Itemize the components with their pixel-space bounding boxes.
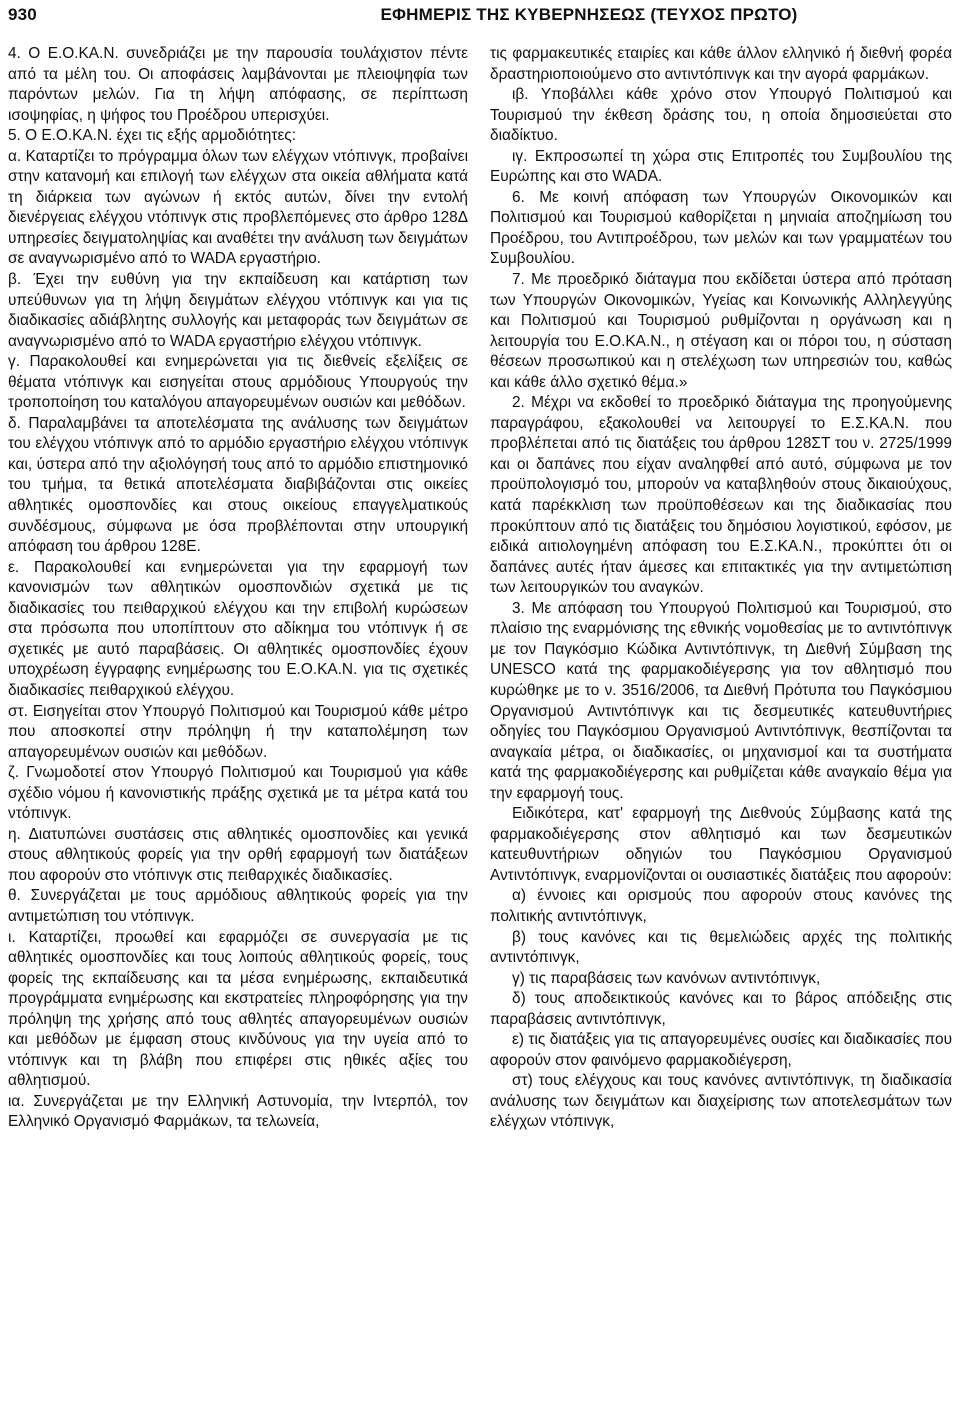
paragraph: 2. Μέχρι να εκδοθεί το προεδρικό διάταγμα της προηγούμενης παραγράφου, εξακολουθεί να λειτουργεί το Ε.Σ.ΚΑ.Ν. που προβλέπεται από τις διατάξεις του άρθρου 128ΣΤ του ν. 2725/1999 και οι δαπάνες που είχαν αναληφθεί από αυτό, σύμφωνα με τον προϋπολογισμό του, μπορούν να καταβληθούν στους δικαιούχους, κατά παρέκκλιση των προϋποθέσεων και της διαδικασίας που προκύπτουν από τις διατάξεις του δημόσιου λογιστικού, εφόσον, με ειδικά αιτιολογημένη απόφαση του Ε.Σ.ΚΑ.Ν., προκύπτει ότι οι δαπάνες αυτές ήταν άμεσες και επιτακτικές για την αντιμετώπιση των λειτουργικών του αναγκών.: [490, 394, 952, 597]
paragraph: 6. Με κοινή απόφαση των Υπουργών Οικονομικών και Πολιτισμού και Τουρισμού καθορίζεται η μηνιαία αποζημίωση του Προέδρου, του Αντιπροέδρου, των μελών και των γραμματέων του Συμβουλίου.: [490, 188, 952, 268]
page-number: 930: [8, 5, 37, 24]
gazette-title: ΕΦΗΜΕΡΙΣ ΤΗΣ ΚΥΒΕΡΝΗΣΕΩΣ (ΤΕΥΧΟΣ ΠΡΩΤΟ): [380, 5, 798, 24]
right-column: [490, 44, 952, 1133]
paragraph: 4. Ο Ε.Ο.ΚΑ.Ν. συνεδριάζει με την παρουσία τουλάχιστον πέντε από τα μέλη του. Οι αποφάσεις λαμβάνονται με πλειοψηφία των παρόντων μελών. Για τη λήψη απόφασης, σε περίπτωση ισοψηφίας, η ψήφος του Προέδρου υπερισχύει.: [8, 45, 468, 124]
paragraph: ιβ. Υποβάλλει κάθε χρόνο στον Υπουργό Πολιτισμού και Τουρισμού την έκθεση δράσης του, η οποία δημοσιεύεται στο διαδίκτυο.: [490, 86, 952, 145]
paragraph: α. Καταρτίζει το πρόγραμμα όλων των ελέγχων ντόπινγκ, προβαίνει στην κατανομή και επιλογή των ελέγχων στα οικεία αθλήματα κατά τη διάρκεια των αγώνων ή εκτός αυτών, δίνει την εντολή διενέργειας ελέγχου ντόπινγκ στις προβλεπόμενες στο άρθρο 128Δ υπηρεσίες δειγματοληψίας και αναθέτει την ανάλυση των δειγμάτων σε αναγνωρισμένο από το WADA εργαστήριο.: [8, 147, 468, 268]
paragraph: β. Έχει την ευθύνη για την εκπαίδευση και κατάρτιση των υπεύθυνων για τη λήψη δειγμάτων ελέγχου ντόπινγκ και για τις διαδικασίες αδιάβλητης συλλογής και μεταφοράς των δειγμάτων σε αναγνωρισμένο από το WADA εργαστήριο ελέγχου ντόπινγκ.: [8, 271, 468, 350]
paragraph: στ) τους ελέγχους και τους κανόνες αντιντόπινγκ, τη διαδικασία ανάλυσης των δειγμάτων και διαχείρισης των αποτελεσμάτων των ελέγχων ντόπινγκ,: [490, 1072, 952, 1131]
paragraph: ζ. Γνωμοδοτεί στον Υπουργό Πολιτισμού και Τουρισμού για κάθε σχέδιο νόμου ή κανονιστικής πράξης σχετικά με τα μέτρα κατά του ντόπινγκ.: [8, 764, 468, 823]
paragraph: α) έννοιες και ορισμούς που αφορούν στους κανόνες της πολιτικής αντιντόπινγκ,: [490, 887, 952, 925]
paragraph: δ. Παραλαμβάνει τα αποτελέσματα της ανάλυσης των δειγμάτων του ελέγχου ντόπινγκ από το αρμόδιο εργαστήριο ελέγχου ντόπινγκ και, ύστερα από την αξιολόγησή τους από το αρμόδιο επιστημονικό του τμήμα, τα θετικά αποτελέσματα διαβιβάζονται στις οικείες αθλητικές ομοσπονδίες και στους οικείους επαγγελματικούς συνδέσμους, σύμφωνα με όσα προβλέπονται στην υπουργική απόφαση του άρθρου 128Ε.: [8, 414, 468, 556]
paragraph: 3. Με απόφαση του Υπουργού Πολιτισμού και Τουρισμού, στο πλαίσιο της εναρμόνισης της εθνικής νομοθεσίας με το αντιντόπινγκ με τον Παγκόσμιο Κώδικα Αντιντόπινγκ, τη Διεθνή Σύμβαση της UNESCO κατά της φαρμακοδιέγερσης για τον αθλητισμό που κυρώθηκε με το ν. 3516/2006, τα Διεθνή Πρότυπα του Παγκόσμιου Οργανισμού Αντιντόπινγκ και τις δεσμευτικές κατευθυντήριες οδηγίες του Παγκόσμιου Οργανισμού Αντιντόπινγκ, θεσπίζονται τα αναγκαία μέτρα, οι διαδικασίες, οι μηχανισμοί και τα συστήματα κατά της φαρμακοδιέγερσης και ρυθμίζεται κάθε αναγκαίο θέμα για την εφαρμογή τους.: [490, 599, 952, 802]
paragraph: ι. Καταρτίζει, προωθεί και εφαρμόζει σε συνεργασία με τις αθλητικές ομοσπονδίες και τους λοιπούς αθλητικούς φορείς, τους φορείς της εκπαίδευσης και τα μέσα ενημέρωσης, εκπαιδευτικά προγράμματα ενημέρωσης και εκστρατείες πληροφόρησης για την πρόληψη της χρήσης από τους αθλητές απαγορευμένων ουσιών και μεθόδων με έμφαση στους κινδύνους για την υγεία από το ντόπινγκ και τη βλάβη που επιφέρει στις ηθικές αξίες του αθλητισμού.: [8, 928, 468, 1090]
paragraph: στ. Εισηγείται στον Υπουργό Πολιτισμού και Τουρισμού κάθε μέτρο που αποσκοπεί στην πρόληψη ή την καταπολέμηση των απαγορευμένων ουσιών και μεθόδων.: [8, 702, 468, 761]
left-column: [8, 44, 468, 1133]
paragraph: 7. Με προεδρικό διάταγμα που εκδίδεται ύστερα από πρόταση των Υπουργών Οικονομικών, Υγείας και Κοινωνικής Αλληλεγγύης και Πολιτισμού και Τουρισμού ρυθμίζονται η οργάνωση και η λειτουργία του Ε.Ο.ΚΑ.Ν., η στέγαση και οι πόροι του, η σύσταση θέσεων προσωπικού και η στελέχωση των υπηρεσιών του, καθώς και κάθε άλλο σχετικό θέμα.»: [490, 271, 952, 391]
paragraph: ε) τις διατάξεις για τις απαγορευμένες ουσίες και διαδικασίες που αφορούν στον φαινόμενο φαρμακοδιέγερση,: [490, 1031, 952, 1069]
paragraph: τις φαρμακευτικές εταιρίες και κάθε άλλον ελληνικό ή διεθνή φορέα δραστηριοποιούμενο στο αντιντόπινγκ και την αγορά φαρμάκων.: [490, 45, 952, 83]
paragraph: β) τους κανόνες και τις θεμελιώδεις αρχές της πολιτικής αντιντόπινγκ,: [490, 928, 952, 967]
paragraph: δ) τους αποδεικτικούς κανόνες και το βάρος απόδειξης στις παραβάσεις αντιντόπινγκ,: [490, 990, 952, 1028]
page-header: [8, 0, 950, 30]
paragraph: θ. Συνεργάζεται με τους αρμόδιους αθλητικούς φορείς για την αντιμετώπιση του ντόπινγκ.: [8, 887, 468, 925]
paragraph: ε. Παρακολουθεί και ενημερώνεται για την εφαρμογή των κανονισμών των αθλητικών ομοσπονδιών σχετικά με τις διαδικασίες του πειθαρχικού ελέγχου και την επιβολή κυρώσεων στα πρόσωπα που υποπίπτουν στο αδίκημα του ντόπινγκ ή σε σχετικές με αυτό παραβάσεις. Οι αθλητικές ομοσπονδίες έχουν υποχρέωση έγγραφης ενημέρωσης του Ε.Ο.ΚΑ.Ν. για τις σχετικές διαδικασίες πειθαρχικού ελέγχου.: [8, 558, 468, 699]
paragraph: Ειδικότερα, κατ' εφαρμογή της Διεθνούς Σύμβασης κατά της φαρμακοδιέγερσης στον αθλητισμό και των δεσμευτικών κατευθυντήριων οδηγιών του Παγκόσμιου Οργανισμού Αντιντόπινγκ, εναρμονίζονται οι ουσιαστικές διατάξεις που αφορούν:: [490, 805, 952, 884]
paragraph: γ. Παρακολουθεί και ενημερώνεται για τις διεθνείς εξελίξεις σε θέματα ντόπινγκ και εισηγείται στους αρμόδιους Υπουργούς την τροποποίηση του καταλόγου απαγορευμένων ουσιών και μεθόδων.: [8, 353, 468, 412]
paragraph: ια. Συνεργάζεται με την Ελληνική Αστυνομία, την Ιντερπόλ, τον Ελληνικό Οργανισμό Φαρμάκων, τα τελωνεία,: [8, 1092, 468, 1131]
paragraph: 5. Ο Ε.Ο.ΚΑ.Ν. έχει τις εξής αρμοδιότητες:: [8, 127, 296, 145]
paragraph: γ) τις παραβάσεις των κανόνων αντιντόπινγκ,: [512, 969, 821, 987]
paragraph: ιγ. Εκπροσωπεί τη χώρα στις Επιτροπές του Συμβουλίου της Ευρώπης και στο WADA.: [490, 147, 952, 186]
paragraph: η. Διατυπώνει συστάσεις στις αθλητικές ομοσπονδίες και γενικά στους αθλητικούς φορείς για την ορθή εφαρμογή των διατάξεων που αφορούν στο ντόπινγκ στις πειθαρχικές διαδικασίες.: [8, 825, 468, 884]
